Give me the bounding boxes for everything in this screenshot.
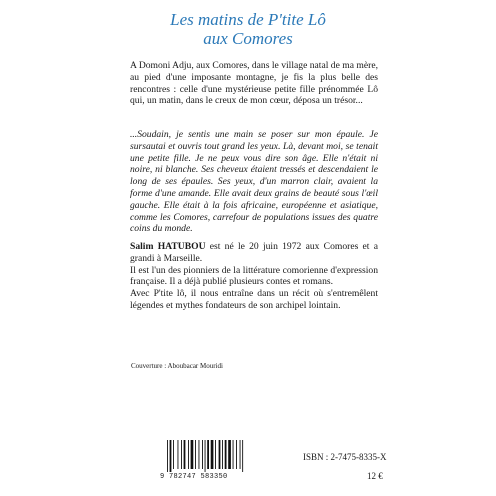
author-bio <box>130 241 378 312</box>
barcode-number: 9 782747 583350 <box>160 473 228 481</box>
title-line-2: aux Comores <box>203 29 293 48</box>
author-name: Salim HATUBOU <box>130 241 206 252</box>
bio-birth-text: est né le 20 juin 1972 aux Comores et a grandi à Marseille. <box>130 241 378 264</box>
bio-paragraph-2: Il est l'un des pionniers de la littérature comorienne d'expression française. Il a déjà publié plusieurs contes et romans. <box>130 264 378 288</box>
barcode-bars <box>163 440 253 472</box>
book-title <box>0 10 496 48</box>
cover-credit: Couverture : Aboubacar Mouridi <box>131 362 223 370</box>
bio-paragraph-1 <box>130 241 378 265</box>
isbn-label: ISBN : 2-7475-8335-X <box>303 452 387 462</box>
bio-paragraph-3: Avec P'tite lô, il nous entraîne dans un récit où s'entremêlent légendes et mythes fondateurs de son archipel lointain. <box>130 288 378 311</box>
price-label: 12 € <box>367 471 383 481</box>
excerpt-quote: ...Soudain, je sentis une main se poser sur mon épaule. Je sursautai et ouvris tout grand les yeux. Là, devant moi, se tenait une petite fille. Je ne peux vous dire son âge. Elle n'était ni noire, ni blanche. Ses cheveux étaient tressés et descendaient le long de ses épaules. Ses yeux, d'un marron clair, avaient la forme d'une amande. Elle avait deux grains de beauté sous l'œil gauche. Elle était à la fois africaine, européenne et asiatique, comme les Comores, carrefour de populations issues des quatre coins du monde. <box>130 129 378 235</box>
intro-paragraph: A Domoni Adju, aux Comores, dans le village natal de ma mère, au pied d'une imposante montagne, je fis la plus belle des rencontres : celle d'une mystérieuse petite fille prénommée Lô qui, un matin, dans le creux de mon cœur, déposa un trésor... <box>130 60 378 107</box>
title-line-1: Les matins de P'tite Lô <box>170 10 326 29</box>
